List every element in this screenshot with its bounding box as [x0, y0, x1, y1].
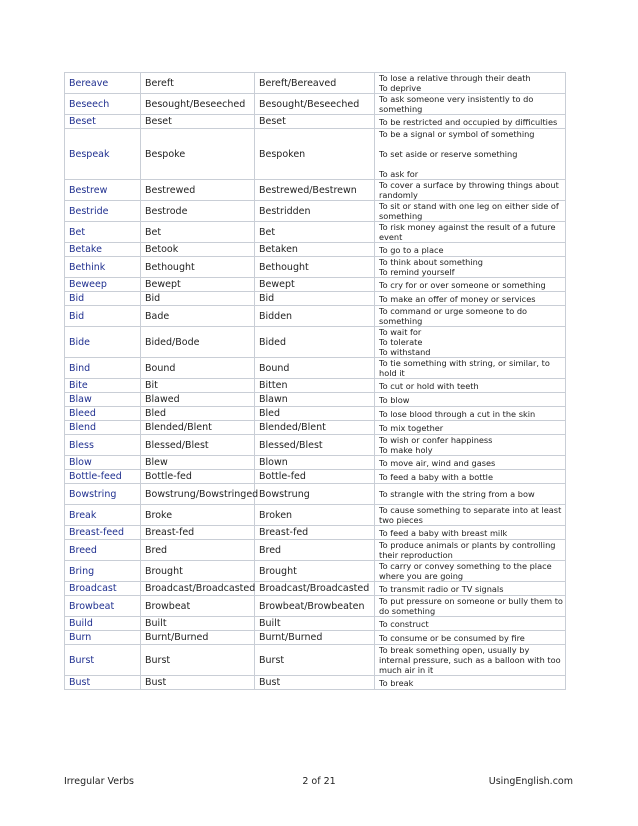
past-participle-cell: Bestridden [255, 201, 375, 222]
definition-cell [375, 631, 566, 645]
past-simple-cell: Bid [141, 292, 255, 306]
definition-line: To remind yourself [379, 267, 455, 277]
past-participle-cell: Blessed/Blest [255, 435, 375, 456]
past-simple-cell: Blessed/Blest [141, 435, 255, 456]
infinitive-cell: Beseech [65, 94, 141, 115]
table-row [65, 505, 566, 526]
past-participle-cell: Burnt/Burned [255, 631, 375, 645]
infinitive-cell: Bite [65, 379, 141, 393]
table-row [65, 676, 566, 690]
definition-cell [375, 180, 566, 201]
definition-line: To break [379, 677, 414, 688]
definition-cell [375, 379, 566, 393]
past-participle-cell: Bethought [255, 257, 375, 278]
definition-cell [375, 115, 566, 129]
definition-line: To wish or confer happiness [379, 435, 493, 445]
definition-cell [375, 306, 566, 327]
infinitive-cell: Bide [65, 327, 141, 358]
past-participle-cell: Burst [255, 645, 375, 676]
past-participle-cell: Blended/Blent [255, 421, 375, 435]
past-participle-cell: Breast-fed [255, 526, 375, 540]
table-row [65, 180, 566, 201]
infinitive-cell: Bottle-feed [65, 470, 141, 484]
definition-line: To tie something with string, or similar, to hold it [379, 358, 550, 378]
table-row [65, 327, 566, 358]
past-participle-cell: Built [255, 617, 375, 631]
table-row [65, 393, 566, 407]
past-participle-cell: Blown [255, 456, 375, 470]
definition-cell [375, 470, 566, 484]
infinitive-cell: Bring [65, 561, 141, 582]
past-simple-cell: Blew [141, 456, 255, 470]
table-row [65, 645, 566, 676]
definition-cell [375, 358, 566, 379]
definition-line: To lose a relative through their death [379, 73, 531, 83]
table-row [65, 243, 566, 257]
table-row [65, 94, 566, 115]
table-row [65, 631, 566, 645]
table-row [65, 596, 566, 617]
infinitive-cell: Build [65, 617, 141, 631]
definition-cell [375, 129, 566, 180]
definition-line: To tolerate [379, 337, 423, 347]
definition-cell [375, 676, 566, 690]
past-simple-cell: Beset [141, 115, 255, 129]
definition-cell [375, 484, 566, 505]
past-participle-cell: Bid [255, 292, 375, 306]
definition-cell [375, 561, 566, 582]
table-row [65, 421, 566, 435]
table-row [65, 73, 566, 94]
infinitive-cell: Bless [65, 435, 141, 456]
table-row [65, 358, 566, 379]
definition-cell [375, 257, 566, 278]
definition-cell [375, 327, 566, 358]
past-participle-cell: Betaken [255, 243, 375, 257]
past-simple-cell: Built [141, 617, 255, 631]
definition-line: To produce animals or plants by controlling their reproduction [379, 540, 556, 560]
past-simple-cell: Blawed [141, 393, 255, 407]
definition-line: To set aside or reserve something [379, 149, 518, 159]
definition-line: To command or urge someone to do something [379, 306, 528, 326]
past-simple-cell: Bred [141, 540, 255, 561]
footer-site: UsingEnglish.com [488, 776, 573, 787]
past-participle-cell: Bidden [255, 306, 375, 327]
past-simple-cell: Bust [141, 676, 255, 690]
past-simple-cell: Bit [141, 379, 255, 393]
definition-cell [375, 526, 566, 540]
infinitive-cell: Bereave [65, 73, 141, 94]
definition-line: To feed a baby with breast milk [379, 527, 508, 538]
definition-line: To cause something to separate into at least two pieces [379, 505, 562, 525]
infinitive-cell: Blow [65, 456, 141, 470]
definition-cell [375, 456, 566, 470]
footer-title: Irregular Verbs [64, 776, 135, 787]
past-participle-cell: Bled [255, 407, 375, 421]
definition-cell [375, 407, 566, 421]
past-simple-cell: Browbeat [141, 596, 255, 617]
definition-line: To move air, wind and gases [379, 457, 496, 468]
definition-line: To risk money against the result of a future event [379, 222, 556, 242]
past-simple-cell: Broadcast/Broadcasted [141, 582, 255, 596]
infinitive-cell: Break [65, 505, 141, 526]
infinitive-cell: Burn [65, 631, 141, 645]
table-row [65, 561, 566, 582]
infinitive-cell: Bleed [65, 407, 141, 421]
definition-line: To go to a place [379, 244, 444, 255]
table-row [65, 617, 566, 631]
past-simple-cell: Bethought [141, 257, 255, 278]
definition-line: To cover a surface by throwing things about randomly [379, 180, 559, 200]
past-participle-cell: Bewept [255, 278, 375, 292]
infinitive-cell: Breed [65, 540, 141, 561]
table-row [65, 292, 566, 306]
infinitive-cell: Bind [65, 358, 141, 379]
past-simple-cell: Burst [141, 645, 255, 676]
past-simple-cell: Breast-fed [141, 526, 255, 540]
definition-line: To construct [379, 618, 429, 629]
past-simple-cell: Bowstrung/Bowstringed [141, 484, 255, 505]
table-row [65, 435, 566, 456]
past-simple-cell: Besought/Beseeched [141, 94, 255, 115]
definition-line: To be a signal or symbol of something [379, 129, 535, 139]
definition-line: To wait for [379, 327, 422, 337]
irregular-verbs-table [64, 72, 566, 690]
definition-cell [375, 596, 566, 617]
definition-line: To ask someone very insistently to do something [379, 94, 534, 114]
past-participle-cell: Brought [255, 561, 375, 582]
past-participle-cell: Broken [255, 505, 375, 526]
table-row [65, 540, 566, 561]
past-participle-cell: Bust [255, 676, 375, 690]
definition-cell [375, 540, 566, 561]
table-row [65, 306, 566, 327]
past-simple-cell: Bottle-fed [141, 470, 255, 484]
infinitive-cell: Bestrew [65, 180, 141, 201]
definition-cell [375, 645, 566, 676]
past-simple-cell: Betook [141, 243, 255, 257]
infinitive-cell: Beset [65, 115, 141, 129]
past-participle-cell: Beset [255, 115, 375, 129]
definition-line: To think about something [379, 257, 484, 267]
past-participle-cell: Bided [255, 327, 375, 358]
infinitive-cell: Beweep [65, 278, 141, 292]
infinitive-cell: Bust [65, 676, 141, 690]
definition-line: To break something open, usually by internal pressure, such as a balloon with too much air in it [379, 645, 561, 675]
past-participle-cell: Browbeat/Browbeaten [255, 596, 375, 617]
past-simple-cell: Bestrode [141, 201, 255, 222]
infinitive-cell: Bid [65, 306, 141, 327]
past-simple-cell: Bound [141, 358, 255, 379]
table-row [65, 278, 566, 292]
infinitive-cell: Bethink [65, 257, 141, 278]
past-participle-cell: Bottle-fed [255, 470, 375, 484]
definition-cell [375, 222, 566, 243]
past-simple-cell: Broke [141, 505, 255, 526]
definition-cell [375, 292, 566, 306]
definition-line: To consume or be consumed by fire [379, 632, 525, 643]
definition-cell [375, 243, 566, 257]
past-simple-cell: Bade [141, 306, 255, 327]
definition-line: To carry or convey something to the place where you are going [379, 561, 552, 581]
past-simple-cell: Brought [141, 561, 255, 582]
definition-line: To sit or stand with one leg on either side of something [379, 201, 559, 221]
footer-page-number: 2 of 21 [302, 776, 336, 787]
past-participle-cell: Bespoken [255, 129, 375, 180]
past-simple-cell: Bled [141, 407, 255, 421]
table-row [65, 222, 566, 243]
definition-cell [375, 73, 566, 94]
past-simple-cell: Bided/Bode [141, 327, 255, 358]
infinitive-cell: Bet [65, 222, 141, 243]
definition-line: To ask for [379, 169, 419, 179]
past-participle-cell: Bound [255, 358, 375, 379]
infinitive-cell: Blaw [65, 393, 141, 407]
past-participle-cell: Bowstrung [255, 484, 375, 505]
infinitive-cell: Bestride [65, 201, 141, 222]
table-row [65, 379, 566, 393]
definition-cell [375, 393, 566, 407]
table-row [65, 129, 566, 180]
infinitive-cell: Bespeak [65, 129, 141, 180]
past-simple-cell: Blended/Blent [141, 421, 255, 435]
infinitive-cell: Bid [65, 292, 141, 306]
table-row [65, 456, 566, 470]
past-simple-cell: Bestrewed [141, 180, 255, 201]
infinitive-cell: Burst [65, 645, 141, 676]
definition-cell [375, 94, 566, 115]
definition-line: To feed a baby with a bottle [379, 471, 493, 482]
past-simple-cell: Bewept [141, 278, 255, 292]
definition-line: To transmit radio or TV signals [379, 583, 504, 594]
definition-line: To withstand [379, 347, 431, 357]
definition-line [379, 159, 563, 169]
infinitive-cell: Blend [65, 421, 141, 435]
past-participle-cell: Bereft/Bereaved [255, 73, 375, 94]
infinitive-cell: Browbeat [65, 596, 141, 617]
past-participle-cell: Bitten [255, 379, 375, 393]
table-row [65, 484, 566, 505]
past-participle-cell: Bet [255, 222, 375, 243]
infinitive-cell: Betake [65, 243, 141, 257]
table-row [65, 115, 566, 129]
past-simple-cell: Bet [141, 222, 255, 243]
definition-cell [375, 582, 566, 596]
past-simple-cell: Bespoke [141, 129, 255, 180]
past-simple-cell: Bereft [141, 73, 255, 94]
definition-cell [375, 435, 566, 456]
table-row [65, 407, 566, 421]
past-participle-cell: Bestrewed/Bestrewn [255, 180, 375, 201]
definition-line [379, 139, 563, 149]
definition-line: To put pressure on someone or bully them to do something [379, 596, 563, 616]
definition-line: To strangle with the string from a bow [379, 489, 535, 499]
definition-line: To mix together [379, 422, 444, 433]
past-participle-cell: Bred [255, 540, 375, 561]
past-simple-cell: Burnt/Burned [141, 631, 255, 645]
definition-line: To be restricted and occupied by difficulties [379, 116, 558, 127]
past-participle-cell: Broadcast/Broadcasted [255, 582, 375, 596]
table-row [65, 201, 566, 222]
definition-cell [375, 617, 566, 631]
table-row [65, 470, 566, 484]
definition-line: To blow [379, 394, 410, 405]
infinitive-cell: Bowstring [65, 484, 141, 505]
definition-line: To make an offer of money or services [379, 293, 536, 304]
past-participle-cell: Besought/Beseeched [255, 94, 375, 115]
definition-cell [375, 201, 566, 222]
definition-cell [375, 505, 566, 526]
definition-line: To cry for or over someone or something [379, 279, 546, 290]
definition-line: To make holy [379, 445, 433, 455]
table-row [65, 582, 566, 596]
infinitive-cell: Broadcast [65, 582, 141, 596]
definition-line: To lose blood through a cut in the skin [379, 408, 536, 419]
definition-cell [375, 421, 566, 435]
definition-cell [375, 278, 566, 292]
table-row [65, 257, 566, 278]
verbs-table-body [65, 73, 566, 690]
definition-line: To deprive [379, 83, 422, 93]
past-participle-cell: Blawn [255, 393, 375, 407]
infinitive-cell: Breast-feed [65, 526, 141, 540]
definition-line: To cut or hold with teeth [379, 380, 479, 391]
table-row [65, 526, 566, 540]
